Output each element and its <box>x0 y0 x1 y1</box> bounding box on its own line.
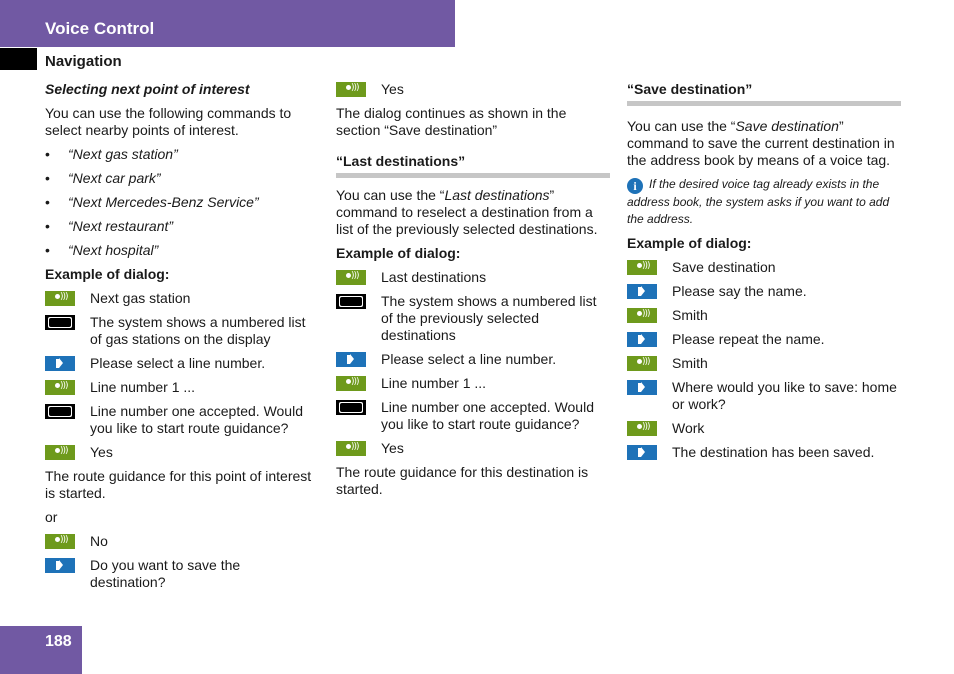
speaker-icon <box>45 356 75 371</box>
speaker-icon <box>627 284 657 299</box>
dialog-row: Line number one accepted. Would you like to start route guidance? <box>336 399 610 433</box>
chapter-title: Voice Control <box>45 19 155 38</box>
dialog-row: ))) Smith <box>627 355 901 372</box>
column-2 <box>336 78 610 505</box>
dialog-row: ))) Line number 1 ... <box>336 375 610 392</box>
dialog-row: The system shows a numbered list of gas stations on the display <box>45 314 317 348</box>
list-item: • “Next restaurant” <box>45 218 174 234</box>
dialog-row: ))) Line number 1 ... <box>45 379 317 396</box>
dialog-row: ))) Yes <box>336 81 610 98</box>
dialog-row: Please say the name. <box>627 283 901 300</box>
example-label: Example of dialog: <box>336 245 461 261</box>
dialog-row: Please select a line number. <box>336 351 610 368</box>
voice-command-icon <box>336 376 366 391</box>
dialog-row: ))) Work <box>627 420 901 437</box>
page-number: 188 <box>45 633 72 650</box>
dialog-row: Do you want to save the destination? <box>45 557 317 591</box>
column-1 <box>45 78 317 598</box>
dialog-row: The destination has been saved. <box>627 444 901 461</box>
dialog-row: Where would you like to save: home or work? <box>627 379 901 413</box>
or-text: or <box>45 509 58 525</box>
subhead-last-destinations: “Last destinations” <box>336 153 610 178</box>
speaker-icon <box>627 445 657 460</box>
voice-command-icon <box>627 421 657 436</box>
dialog-row: ))) Yes <box>336 440 610 457</box>
voice-command-icon <box>627 356 657 371</box>
example-label: Example of dialog: <box>627 235 752 251</box>
subhead-poi: Selecting next point of interest <box>45 81 250 97</box>
dialog-continues-text: The dialog continues as shown in the section “Save destination” <box>336 105 567 138</box>
intro-save-destination: You can use the “Save destination” command to save the current destination in the address book by means of a voice tag. <box>627 118 895 168</box>
voice-command-icon <box>336 270 366 285</box>
display-icon <box>45 315 75 330</box>
dialog-row: Please repeat the name. <box>627 331 901 348</box>
list-item: • “Next gas station” <box>45 146 178 162</box>
voice-command-icon <box>627 260 657 275</box>
dialog-row: The system shows a numbered list of the previously selected destinations <box>336 293 610 344</box>
speaker-icon <box>336 352 366 367</box>
info-icon: i <box>627 178 643 194</box>
dialog-row: ))) Next gas station <box>45 290 317 307</box>
voice-command-icon <box>336 441 366 456</box>
route-started-text: The route guidance for this destination is started. <box>336 464 589 497</box>
section-marker <box>0 48 37 70</box>
dialog-row: Please select a line number. <box>45 355 317 372</box>
speaker-icon <box>45 558 75 573</box>
intro-last-destinations: You can use the “Last destinations” command to reselect a destination from a list of the previously selected destinations. <box>336 187 598 237</box>
voice-command-icon <box>627 308 657 323</box>
subhead-save-destination: “Save destination” <box>627 81 901 106</box>
dialog-row: Line number one accepted. Would you like to start route guidance? <box>45 403 317 437</box>
list-item: • “Next Mercedes-Benz Service” <box>45 194 259 210</box>
dialog-row: ))) Smith <box>627 307 901 324</box>
section-title: Navigation <box>45 53 122 70</box>
display-icon <box>336 400 366 415</box>
dialog-row: ))) No <box>45 533 317 550</box>
voice-command-icon <box>45 291 75 306</box>
info-note: i If the desired voice tag already exists in the address book, the system asks if you want to add the address. <box>627 177 890 226</box>
list-item: • “Next hospital” <box>45 242 159 258</box>
dialog-row: ))) Yes <box>45 444 317 461</box>
speaker-icon <box>627 332 657 347</box>
dialog-row: ))) Last destinations <box>336 269 610 286</box>
example-label: Example of dialog: <box>45 266 170 282</box>
voice-command-icon <box>45 445 75 460</box>
voice-command-icon <box>45 534 75 549</box>
voice-command-icon <box>336 82 366 97</box>
route-started-text: The route guidance for this point of interest is started. <box>45 468 312 501</box>
voice-command-icon <box>45 380 75 395</box>
speaker-icon <box>627 380 657 395</box>
display-icon <box>336 294 366 309</box>
intro-poi: You can use the following commands to select nearby points of interest. <box>45 105 292 138</box>
dialog-row: ))) Save destination <box>627 259 901 276</box>
list-item: • “Next car park” <box>45 170 161 186</box>
display-icon <box>45 404 75 419</box>
column-3 <box>627 78 901 468</box>
